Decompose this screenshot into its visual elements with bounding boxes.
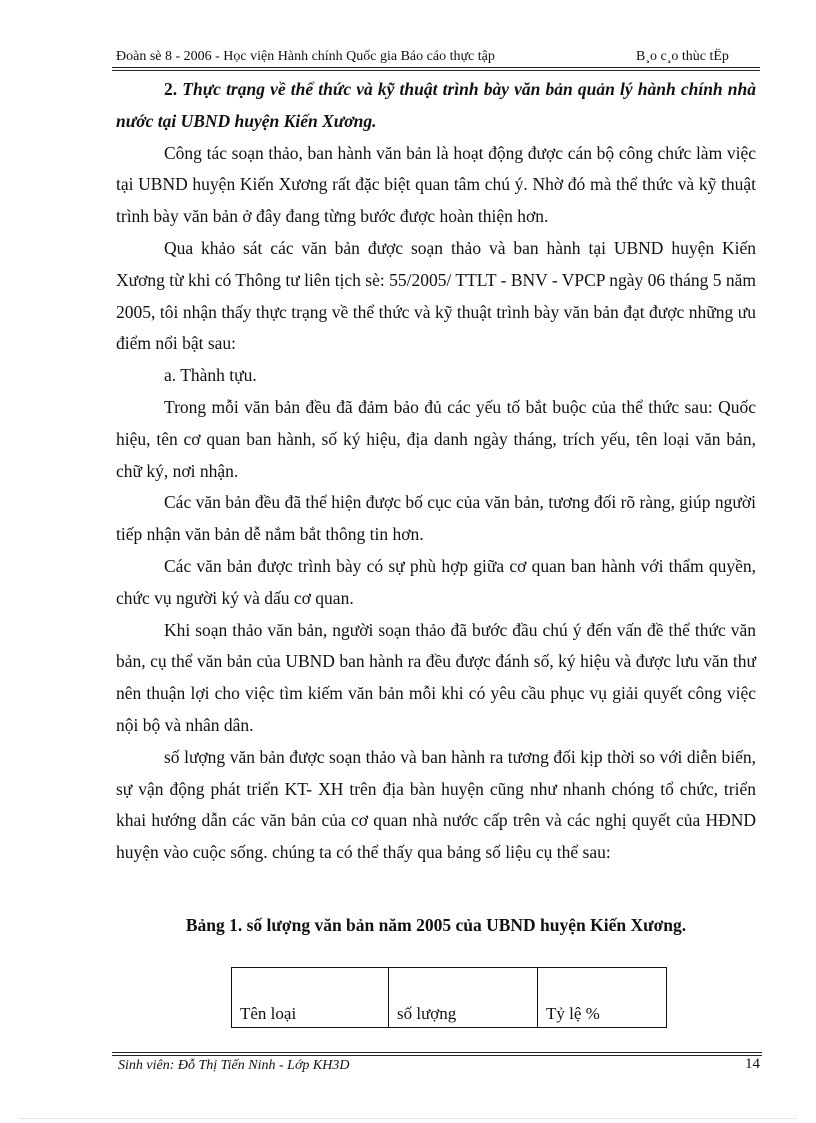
paragraph: Các văn bản đều đã thể hiện được bố cục của văn bản, tương đối rõ ràng, giúp người tiếp nhận văn bản dễ nắm bắt thông tin hơn.: [116, 492, 756, 545]
subsection-heading: a. Thành tựu.: [164, 365, 257, 386]
header-section-label: B¸o c¸o thùc tËp: [636, 49, 729, 64]
footer-student: Sinh viên: Đỗ Thị Tiến Ninh - Lớp KH3D: [118, 1058, 350, 1073]
table-caption: Bảng 1. số lượng văn bản năm 2005 của UBND huyện Kiến Xương.: [185, 915, 687, 935]
section-number: 2.: [164, 79, 183, 99]
header-divider: [112, 67, 760, 71]
header-title: Đoàn sè 8 - 2006 - Học viện Hành chính Quốc gia Báo cáo thực tập: [116, 49, 495, 64]
paragraph: Công tác soạn thảo, ban hành văn bản là hoạt động được cán bộ công chức làm việc tại UBND huyện Kiến Xương rất đặc biệt quan tâm chú ý. Nhờ đó mà thể thức và kỹ thuật trình bày văn bản ở đây đang từng bước được hoàn thiện hơn.: [116, 142, 756, 227]
paragraph: Khi soạn thảo văn bản, người soạn thảo đã bước đầu chú ý đến vấn đề thể thức văn bản, cụ thể văn bản của UBND ban hành ra đều được đánh số, ký hiệu và được lưu văn thư nên thuận lợi cho việc tìm kiếm văn bản mỗi khi có yêu cầu phục vụ giải quyết công việc nội bộ và nhân dân.: [116, 619, 756, 735]
page-number: 14: [745, 1056, 760, 1072]
section-heading-text: Thực trạng về thể thức và kỹ thuật trình bày văn bản quản lý hành chính nhà nước tại UBND huyện Kiến Xương.: [116, 79, 757, 131]
section-heading: [116, 74, 756, 138]
page-edge-dots: [20, 1118, 796, 1119]
document-body: [116, 74, 756, 869]
paragraph: số lượng văn bản được soạn thảo và ban hành ra tương đối kịp thời so với diễn biến, sự vận động phát triển KT- XH trên địa bàn huyện cũng như nhanh chóng tổ chức, triển khai hướng dẫn các văn bản của cơ quan nhà nước cấp trên và các nghị quyết của HĐND huyện vào cuộc sống. chúng ta có thể thấy qua bảng số liệu cụ thể sau:: [116, 746, 756, 863]
table-header-cell: Tỷ lệ %: [538, 968, 667, 1028]
paragraph: Trong mỗi văn bản đều đã đảm bảo đủ các yếu tố bắt buộc của thể thức sau: Quốc hiệu, tên cơ quan ban hành, số ký hiệu, địa danh ngày tháng, trích yếu, tên loại văn bản, chữ ký, nơi nhận.: [116, 396, 756, 481]
page-header: [116, 46, 756, 68]
footer-divider: [112, 1052, 762, 1056]
table-header-cell: số lượng: [389, 968, 538, 1028]
paragraph: Các văn bản được trình bày có sự phù hợp giữa cơ quan ban hành với thẩm quyền, chức vụ người ký và dấu cơ quan.: [116, 555, 756, 608]
paragraph: Qua khảo sát các văn bản được soạn thảo và ban hành tại UBND huyện Kiến Xương từ khi có Thông tư liên tịch sè: 55/2005/ TTLT - BNV - VPCP ngày 06 tháng 5 năm 2005, tôi nhận thấy thực trạng về thể thức và kỹ thuật trình bày văn bản đạt được những ưu điểm nổi bật sau:: [116, 237, 756, 354]
data-table: [231, 967, 667, 1028]
table-header-row: [232, 968, 667, 1028]
table-header-cell: Tên loại: [232, 968, 389, 1028]
